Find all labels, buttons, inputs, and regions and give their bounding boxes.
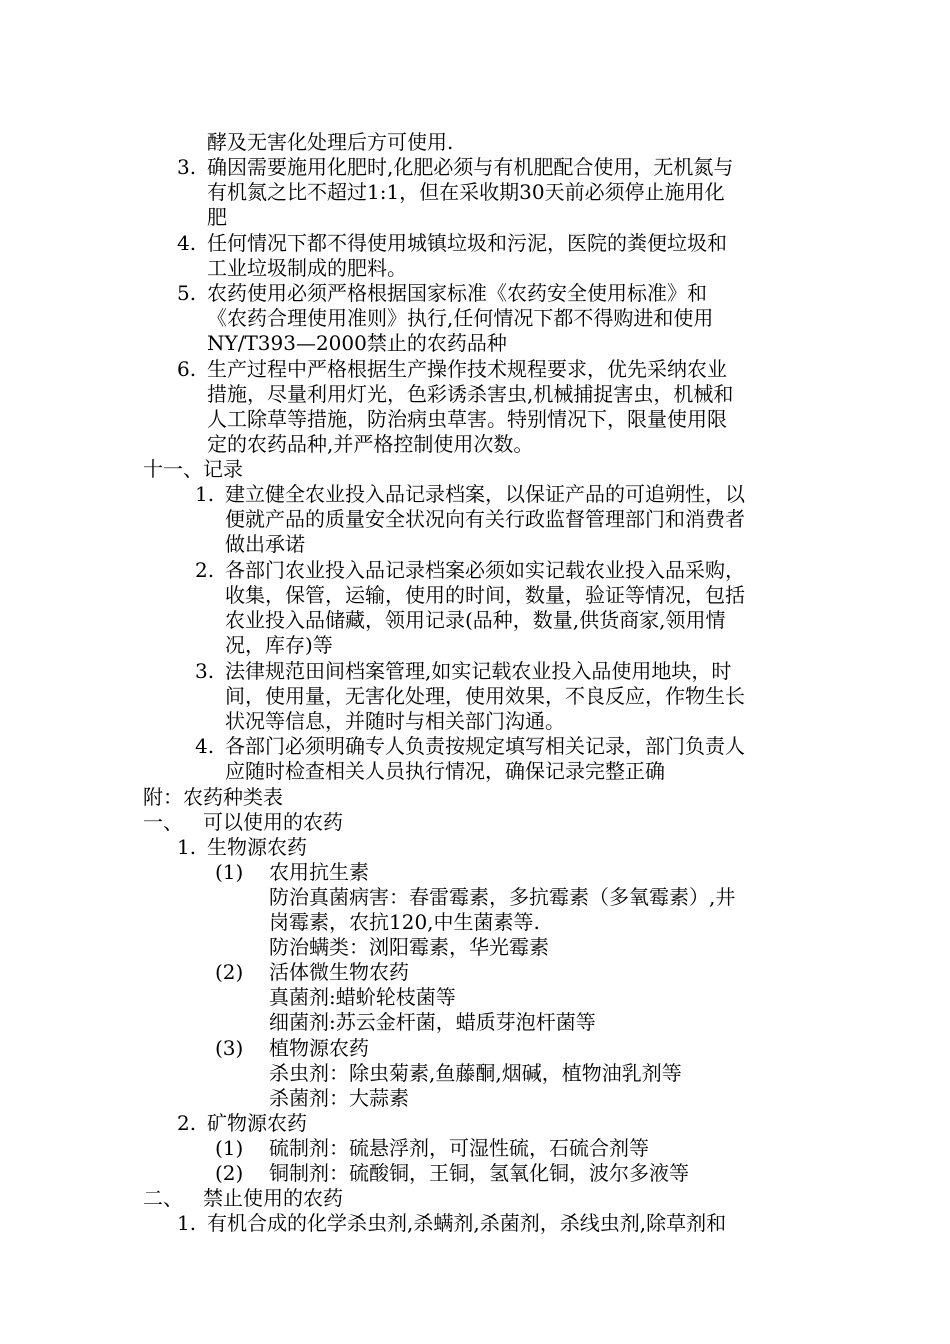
list-item-text: 农业投入品储藏，领用记录(品种，数量,供货商家,领用情 (225, 608, 726, 632)
list-item-text: 《农药合理使用准则》执行,任何情况下都不得购进和使用 (207, 306, 714, 330)
list-item-number: 5. (177, 281, 197, 305)
list-item-text: 酵及无害化处理后方可使用. (207, 130, 454, 154)
list-item-text: 便就产品的质量安全状况向有关行政监督管理部门和消费者 (225, 507, 745, 531)
list-item-text: 应随时检查相关人员执行情况，确保记录完整正确 (225, 759, 665, 783)
list-item-number: 3. (195, 659, 215, 683)
section-number: 二、 (143, 1186, 183, 1210)
list-item-text: 法律规范田间档案管理,如实记载农业投入品使用地块，时 (225, 659, 732, 683)
list-item-text: 人工除草等措施，防治病虫草害。特别情况下，限量使用限 (207, 407, 727, 431)
list-item-number: 1. (195, 482, 215, 506)
list-item-text: 措施，尽量利用灯光，色彩诱杀害虫,机械捕捉害虫，机械和 (207, 382, 734, 406)
list-item-text: 确因需要施用化肥时,化肥必须与有机肥配合使用，无机氮与 (207, 155, 734, 179)
list-item-text: 况，库存)等 (225, 633, 333, 657)
list-item-text: 状况等信息，并随时与相关部门沟通。 (225, 709, 565, 733)
sub-item-text: 防治真菌病害：春雷霉素，多抗霉素（多氧霉素）,井 (269, 885, 736, 909)
list-item-number: 4. (177, 231, 197, 255)
list-item-number: 4. (195, 734, 215, 758)
sub-item-text: 真菌剂:蜡蚧轮枝菌等 (269, 985, 456, 1009)
section-number: 一、 (143, 810, 183, 834)
list-item-text: 间，使用量，无害化处理，使用效果，不良反应，作物生长 (225, 684, 745, 708)
sub-item-label: 硫制剂：硫悬浮剂，可湿性硫，石硫合剂等 (269, 1136, 649, 1160)
sub-item-text: 杀菌剂：大蒜素 (269, 1086, 409, 1110)
list-item-text: 各部门必须明确专人负责按规定填写相关记录，部门负责人 (225, 734, 745, 758)
list-item-number: 2. (195, 558, 215, 582)
sub-item-text: 防治螨类：浏阳霉素，华光霉素 (269, 935, 549, 959)
list-item-number: 2. (177, 1111, 197, 1135)
list-item-text: 收集，保管，运输，使用的时间，数量，验证等情况，包括 (225, 583, 745, 607)
list-item-text: 定的农药品种,并严格控制使用次数。 (207, 432, 534, 456)
list-item-text: 各部门农业投入品记录档案必须如实记载农业投入品采购， (225, 558, 745, 582)
subsection-heading: 生物源农药 (207, 835, 307, 859)
section-heading-records: 十一、记录 (143, 457, 243, 481)
section-heading-allowed: 可以使用的农药 (203, 810, 343, 834)
sub-item-number: (1) (215, 1136, 244, 1160)
sub-item-number: (1) (215, 860, 244, 884)
sub-item-text: 岗霉素，农抗120,中生菌素等. (269, 910, 540, 934)
list-item-text: 有机合成的化学杀虫剂,杀螨剂,杀菌剂，杀线虫剂,除草剂和 (207, 1211, 727, 1235)
list-item-text: 工业垃圾制成的肥料。 (207, 256, 407, 280)
list-item-text: 肥 (207, 205, 227, 229)
list-item-text: 农药使用必须严格根据国家标准《农药安全使用标准》和 (207, 281, 707, 305)
list-item-text: 任何情况下都不得使用城镇垃圾和污泥，医院的粪便垃圾和 (207, 231, 727, 255)
list-item-text: 生产过程中严格根据生产操作技术规程要求，优先采纳农业 (207, 357, 727, 381)
sub-item-label: 活体微生物农药 (269, 960, 409, 984)
list-item-text: 有机氮之比不超过1:1，但在采收期30天前必须停止施用化 (207, 180, 725, 204)
sub-item-label: 植物源农药 (269, 1036, 369, 1060)
sub-item-number: (3) (215, 1036, 244, 1060)
section-heading-banned: 禁止使用的农药 (203, 1186, 343, 1210)
list-item-number: 1. (177, 1211, 197, 1235)
subsection-heading: 矿物源农药 (207, 1111, 307, 1135)
list-item-number: 6. (177, 357, 197, 381)
sub-item-number: (2) (215, 960, 244, 984)
sub-item-text: 杀虫剂：除虫菊素,鱼藤酮,烟碱，植物油乳剂等 (269, 1061, 682, 1085)
list-item-number: 3. (177, 155, 197, 179)
list-item-text: 做出承诺 (225, 532, 305, 556)
list-item-text: 建立健全农业投入品记录档案，以保证产品的可追朔性，以 (225, 482, 745, 506)
sub-item-text: 细菌剂:苏云金杆菌，蜡质芽泡杆菌等 (269, 1010, 596, 1034)
list-item-number: 1. (177, 835, 197, 859)
list-item-text: NY/T393—2000禁止的农药品种 (207, 331, 507, 355)
appendix-title: 附：农药种类表 (143, 785, 283, 809)
sub-item-label: 铜制剂：硫酸铜，王铜，氢氧化铜，波尔多液等 (269, 1161, 689, 1185)
sub-item-label: 农用抗生素 (269, 860, 369, 884)
sub-item-number: (2) (215, 1161, 244, 1185)
